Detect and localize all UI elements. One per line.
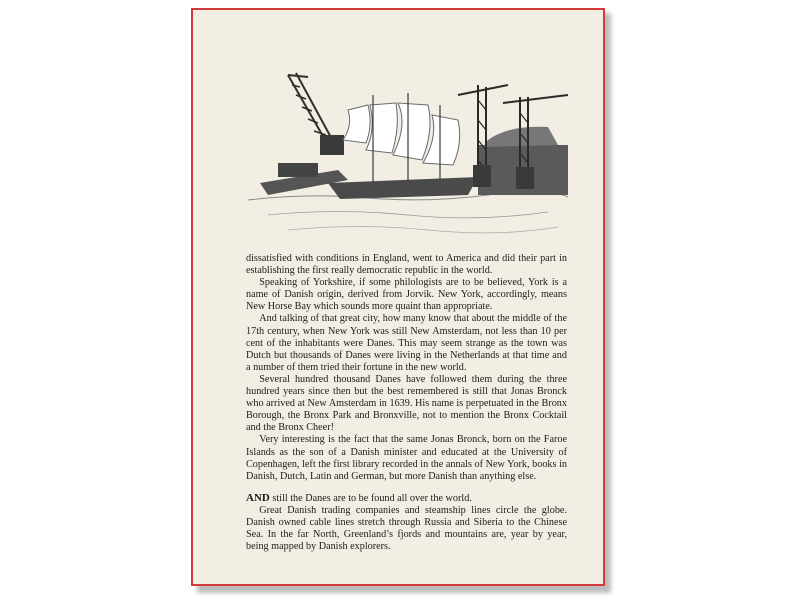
- section-lead-word: AND: [246, 491, 270, 504]
- book-page: [191, 8, 605, 586]
- paragraph-3: And talking of that great city, how many know that about the middle of the 17th century, when New York was still New Amsterdam, not less than 10 per cent of the inhabitants were Danes. This may seem strange as the town was Dutch but thousands of Danes were living in the Netherlands at that time and a number of them tried their fortune in the new world.: [246, 313, 567, 373]
- body-text: [246, 253, 567, 553]
- section-lead-paragraph: [246, 492, 567, 505]
- section-lead-rest: still the Danes are to be found all over the world.: [269, 492, 472, 504]
- harbor-scene-illustration: [248, 65, 568, 250]
- paragraph-2: Speaking of Yorkshire, if some philologists are to be believed, York is a name of Danish origin, derived from Jorvik. New York, accordingly, means New Horse Bay which sounds more quaint than appropriate.: [246, 277, 567, 313]
- paragraph-6: Great Danish trading companies and steamship lines circle the globe. Danish owned cable lines stretch through Russia and Siberia to the Chinese Sea. In the far North, Greenland’s fjords and mountains are, year by year, being mapped by Danish explorers.: [246, 504, 567, 553]
- paragraph-1: dissatisfied with conditions in England, went to America and did their part in establishing the first really democratic republic in the world.: [246, 253, 567, 277]
- paragraph-5: Very interesting is the fact that the same Jonas Bronck, born on the Faroe Islands as the son of a Danish minister and educated at the University of Copenhagen, left the first library recorded in the annals of New York, books in Danish, Dutch, Latin and German, but more Danish than anything else.: [246, 434, 567, 482]
- paragraph-4: Several hundred thousand Danes have followed them during the three hundred years since then but the best remembered is still that Jonas Bronck who arrived at New Amsterdam in 1639. His name is perpetuated in the Bronx Borough, the Bronx Park and Bronxville, not to mention the Bronx Cocktail and the Bronx Cheer!: [246, 373, 567, 434]
